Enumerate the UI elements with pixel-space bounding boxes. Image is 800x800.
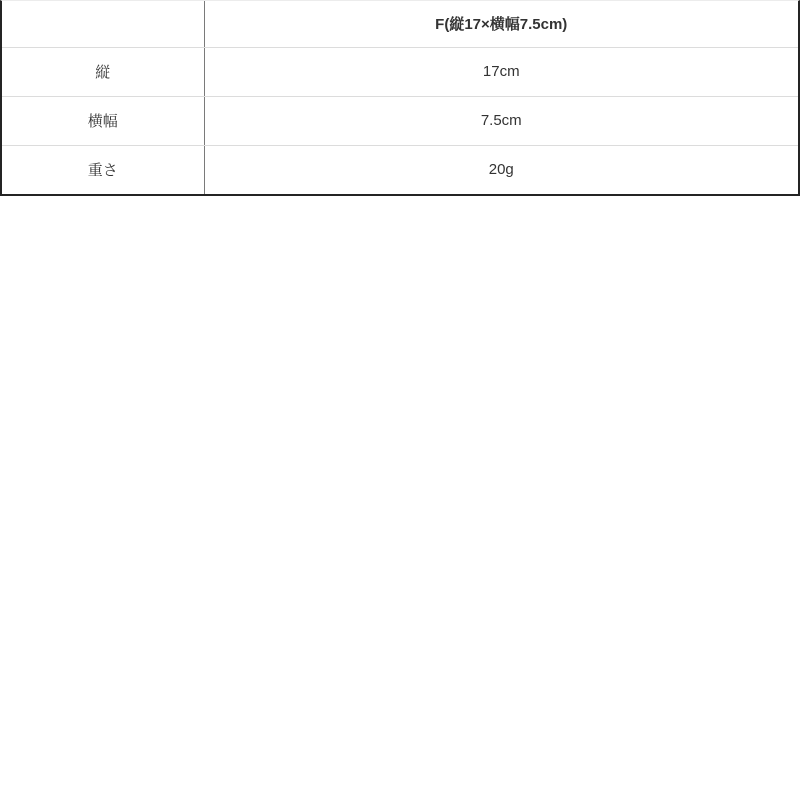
table-row-width [2, 96, 798, 145]
row-label-height: 縦 [2, 47, 204, 96]
row-label-weight: 重さ [2, 145, 204, 194]
size-spec-table [2, 1, 798, 194]
size-header-cell: F(縦17×横幅7.5cm) [204, 1, 798, 47]
table-row-weight [2, 145, 798, 194]
table-header-row [2, 1, 798, 47]
product-size-table [0, 0, 800, 196]
row-value-height: 17cm [204, 47, 798, 96]
row-value-weight: 20g [204, 145, 798, 194]
corner-header-cell [2, 1, 204, 47]
table-row-height [2, 47, 798, 96]
row-value-width: 7.5cm [204, 96, 798, 145]
row-label-width: 横幅 [2, 96, 204, 145]
